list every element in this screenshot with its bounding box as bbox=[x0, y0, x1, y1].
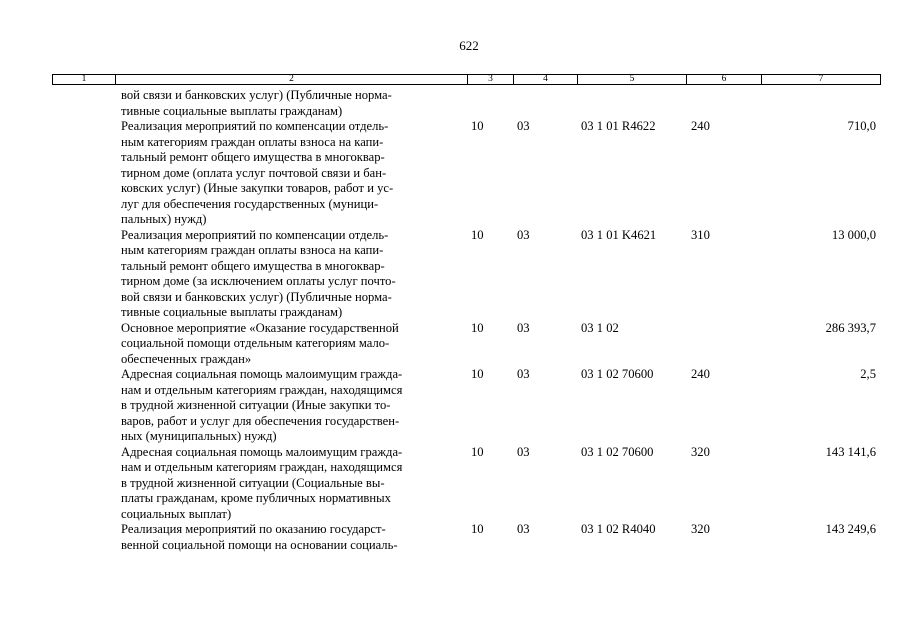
header-col-3: 3 bbox=[468, 75, 514, 85]
header-col-5: 5 bbox=[578, 75, 687, 85]
row-target-code: 03 1 02 70600 bbox=[581, 367, 654, 381]
budget-rows bbox=[0, 88, 905, 553]
header-row bbox=[53, 75, 881, 85]
row-amount: 143 249,6 bbox=[825, 522, 876, 536]
column-number-header bbox=[52, 74, 881, 85]
row-description: Реализация мероприятий по компенсации отдель- ным категориям граждан оплаты взноса на капи- тальный ремонт общего имущества в многоквар- тирном доме (за исключением оплаты услуг почто- вой связи и банковских услуг) (Публичные норма- тивные социальные выплаты гражданам) bbox=[121, 227, 396, 319]
row-target-code: 03 1 01 K4621 bbox=[581, 227, 657, 242]
row-section: 10 bbox=[471, 320, 484, 335]
row-subsection: 03 bbox=[517, 227, 530, 242]
table-row bbox=[0, 445, 905, 523]
table-row bbox=[0, 522, 905, 553]
row-description: Основное мероприятие «Оказание государственной социальной помощи отдельным категориям мало- обеспеченных граждан» bbox=[121, 320, 399, 366]
row-description: Реализация мероприятий по компенсации отдель- ным категориям граждан оплаты взноса на капи- тальный ремонт общего имущества в многоквар- тирном доме (оплата услуг почтовой связи и бан- ковских услуг) (Иные закупки товаров, работ и ус- луг для обеспечения государственных (муници- пальных) нужд) bbox=[121, 119, 394, 226]
row-target-code: 03 1 02 R4040 bbox=[581, 522, 656, 536]
row-expense-type: 240 bbox=[691, 367, 710, 381]
row-target-code: 03 1 02 bbox=[581, 320, 619, 335]
row-description: Адресная социальная помощь малоимущим гражда- нам и отдельным категориям граждан, находящимся в трудной жизненной ситуации (Иные закупки то- варов, работ и услуг для обеспечения государствен- ных (муниципальных) нужд) bbox=[121, 367, 403, 443]
row-expense-type: 320 bbox=[691, 522, 710, 536]
row-amount: 710,0 bbox=[847, 119, 876, 133]
row-subsection: 03 bbox=[517, 367, 530, 381]
table-row bbox=[0, 119, 905, 228]
header-col-4: 4 bbox=[514, 75, 578, 85]
page-number: 622 bbox=[459, 38, 479, 53]
row-subsection: 03 bbox=[517, 119, 530, 133]
header-col-1: 1 bbox=[53, 75, 116, 85]
row-expense-type: 320 bbox=[691, 444, 710, 459]
table-row bbox=[0, 88, 905, 119]
row-description: Адресная социальная помощь малоимущим гражда- нам и отдельным категориям граждан, находящимся в трудной жизненной ситуации (Социальные вы- платы гражданам, кроме публичных нормативных социальных выплат) bbox=[121, 444, 403, 521]
row-target-code: 03 1 02 70600 bbox=[581, 444, 654, 459]
row-subsection: 03 bbox=[517, 522, 530, 536]
row-amount: 2,5 bbox=[860, 367, 876, 381]
table-row bbox=[0, 367, 905, 445]
row-description: Реализация мероприятий по оказанию государст- венной социальной помощи на основании социаль- bbox=[121, 522, 398, 552]
row-amount: 286 393,7 bbox=[825, 320, 876, 335]
row-amount: 143 141,6 bbox=[825, 444, 876, 459]
header-col-6: 6 bbox=[687, 75, 762, 85]
row-expense-type: 310 bbox=[691, 227, 710, 242]
row-section: 10 bbox=[471, 522, 484, 536]
row-subsection: 03 bbox=[517, 444, 530, 459]
row-amount: 13 000,0 bbox=[831, 227, 876, 242]
row-section: 10 bbox=[471, 367, 484, 381]
table-row bbox=[0, 321, 905, 368]
table-row bbox=[0, 228, 905, 321]
header-col-2: 2 bbox=[116, 75, 468, 85]
row-section: 10 bbox=[471, 119, 484, 133]
header-col-7: 7 bbox=[762, 75, 881, 85]
row-section: 10 bbox=[471, 444, 484, 459]
row-expense-type: 240 bbox=[691, 119, 710, 133]
row-description: вой связи и банковских услуг) (Публичные норма- тивные социальные выплаты гражданам) bbox=[121, 88, 392, 118]
row-section: 10 bbox=[471, 227, 484, 242]
row-subsection: 03 bbox=[517, 320, 530, 335]
row-target-code: 03 1 01 R4622 bbox=[581, 119, 656, 133]
